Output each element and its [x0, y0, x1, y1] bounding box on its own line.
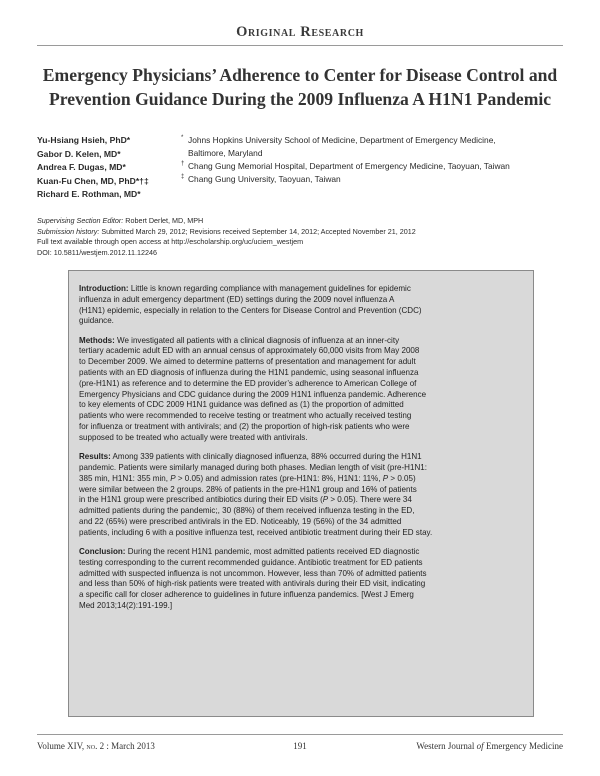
abstract-line: for influenza or treatment with antivirals; and (2) the proportion of high-risk patients who were — [79, 422, 410, 432]
abstract-line: influenza in adult emergency department (ED) settings during the 2009 novel influenza A — [79, 294, 395, 304]
abstract-line: Emergency Physicians and CDC guidance during the 2009 H1N1 influenza pandemic. Adherence — [79, 389, 427, 399]
author: Andrea F. Dugas, MD* — [37, 162, 126, 172]
abstract-line: testing corresponding to the current recommended guidance. Antibiotic treatment for ED patients — [79, 557, 423, 567]
affiliation-marker: ‡ — [181, 174, 185, 180]
conclusion-label: Conclusion: — [79, 547, 126, 557]
article-title — [20, 63, 580, 111]
abstract-line: admitted with suspected influenza is not uncommon. However, less than 70% of admitted patients — [79, 568, 427, 578]
author-list — [37, 134, 149, 202]
abstract-line: patients, including 6 with a positive influenza test, received antibiotic treatment during their ED stay. — [79, 527, 433, 537]
affiliation — [181, 134, 510, 147]
title-line-2: Prevention Guidance During the 2009 Influenza A H1N1 Pandemic — [48, 89, 552, 109]
editor-label: Supervising Section Editor: — [37, 216, 124, 225]
footer-volume: Volume XIV, no. 2 : March 2013 — [37, 741, 155, 751]
methods-label: Methods: — [79, 335, 115, 345]
abstract-line: (H1N1) epidemic, especially in relation to the Centers for Disease Control and Prevention (CDC) — [79, 305, 422, 315]
abstract-line: Little is known regarding compliance with management guidelines for epidemic — [128, 284, 411, 293]
page-number: 191 — [293, 741, 307, 751]
abstract-line: We investigated all patients with a clinical diagnosis of influenza at an inner-city — [114, 335, 400, 345]
abstract-line: a specific call for closer adherence to guidelines in future influenza pandemics. [West J Emerg — [79, 590, 414, 600]
abstract-line: patients with an ED diagnosis of influenza during the H1N1 pandemic, using seasonal influenza — [79, 368, 419, 378]
abstract-line: During the recent H1N1 pandemic, most admitted patients received ED diagnostic — [125, 547, 420, 557]
abstract-line: tertiary academic adult ED with an annual census of approximately 60,000 visits from May 2008 — [79, 346, 420, 356]
open-access-link[interactable]: Full text available through open access at http://escholarship.org/uc/uciem_westjem — [37, 237, 304, 246]
history-label: Submission history: — [37, 226, 100, 236]
introduction-label: Introduction: — [79, 284, 129, 293]
abstract-line: (pre-H1N1) as reference and to determine the ED provider’s adherence to American College of — [79, 378, 417, 388]
abstract-line: and 22 (65%) were prescribed antivirals in the ED. Noticeably, 19 (56%) of the 34 admitted — [79, 516, 402, 526]
abstract-line: admitted patients during the pandemic;, 30 (88%) of them received influenza testing in the ED, — [79, 506, 415, 516]
abstract-line: guidance. — [79, 316, 114, 326]
abstract-line: 385 min, H1N1: 355 min, P > 0.05) and admission rates (pre-H1N1: 8%, H1N1: 11%, P > 0.05) — [79, 473, 416, 483]
footer-journal: Western Journal of Emergency Medicine — [416, 741, 563, 751]
affiliation-marker: * — [181, 135, 184, 141]
abstract-line: Among 339 patients with clinically diagnosed influenza, 88% occurred during the H1N1 — [110, 452, 422, 462]
article-meta — [37, 216, 416, 258]
header-rule — [37, 45, 563, 46]
abstract-line: in the H1N1 group were prescribed antibiotics during their ED visits (P > 0.05). There were 34 — [79, 495, 412, 505]
history-value: Submitted March 29, 2012; Revisions received September 14, 2012; Accepted November 21, 2012 — [99, 226, 416, 236]
affiliation-text: Chang Gung Memorial Hospital, Department of Emergency Medicine, Taoyuan, Taiwan — [188, 161, 510, 171]
title-line-1: Emergency Physicians’ Adherence to Center for Disease Control and — [42, 65, 558, 85]
section-editor — [37, 216, 416, 227]
affiliation — [181, 173, 510, 186]
affiliation-text: Chang Gung University, Taoyuan, Taiwan — [188, 174, 341, 184]
abstract-line: to December 2009. We aimed to determine patterns of presentation and management for adult — [79, 357, 416, 367]
footer-rule — [37, 734, 563, 735]
abstract-line: supposed to be treated who actually were treated with antivirals. — [79, 432, 308, 442]
abstract-line: pandemic. Patients were similarly managed during both phases. Median length of visit (pre-H1N1: — [79, 462, 427, 472]
editor-value: Robert Derlet, MD, MPH — [123, 216, 204, 225]
doi[interactable]: DOI: 10.5811/westjem.2012.11.12246 — [37, 247, 158, 257]
author: Yu-Hsiang Hsieh, PhD* — [37, 135, 131, 145]
author: Richard E. Rothman, MD* — [37, 189, 141, 199]
affiliation-text-continued: Baltimore, Maryland — [188, 148, 263, 158]
abstract-line: were similar between the 2 groups. 28% of patients in the pre-H1N1 group and 16% of patients — [79, 484, 417, 494]
abstract-line: and less than 50% of high-risk patients were treated with antivirals during their ED visit, indicating — [79, 579, 426, 589]
affiliation-list — [181, 134, 510, 186]
author: Gabor D. Kelen, MD* — [37, 148, 121, 159]
affiliation-text: Johns Hopkins University School of Medicine, Department of Emergency Medicine, — [188, 135, 496, 145]
results-label: Results: — [79, 452, 111, 462]
affiliation-marker: † — [181, 161, 185, 167]
abstract-line: patients who were recommended to receive testing or treatment who actually received testing — [79, 411, 412, 421]
abstract-line: Med 2013;14(2):191-199.] — [79, 601, 173, 611]
author: Kuan-Fu Chen, MD, PhD*†‡ — [37, 175, 149, 186]
abstract-methods — [79, 336, 527, 444]
submission-history — [37, 227, 416, 238]
abstract-conclusion — [79, 547, 527, 612]
abstract-results — [79, 452, 527, 538]
abstract-introduction — [79, 284, 527, 327]
affiliation — [181, 160, 510, 173]
section-label: Original Research — [236, 24, 364, 40]
abstract-box — [68, 270, 534, 717]
abstract-line: to key elements of CDC 2009 H1N1 guidance was defined as (1) the proportion of admitted — [79, 400, 404, 410]
